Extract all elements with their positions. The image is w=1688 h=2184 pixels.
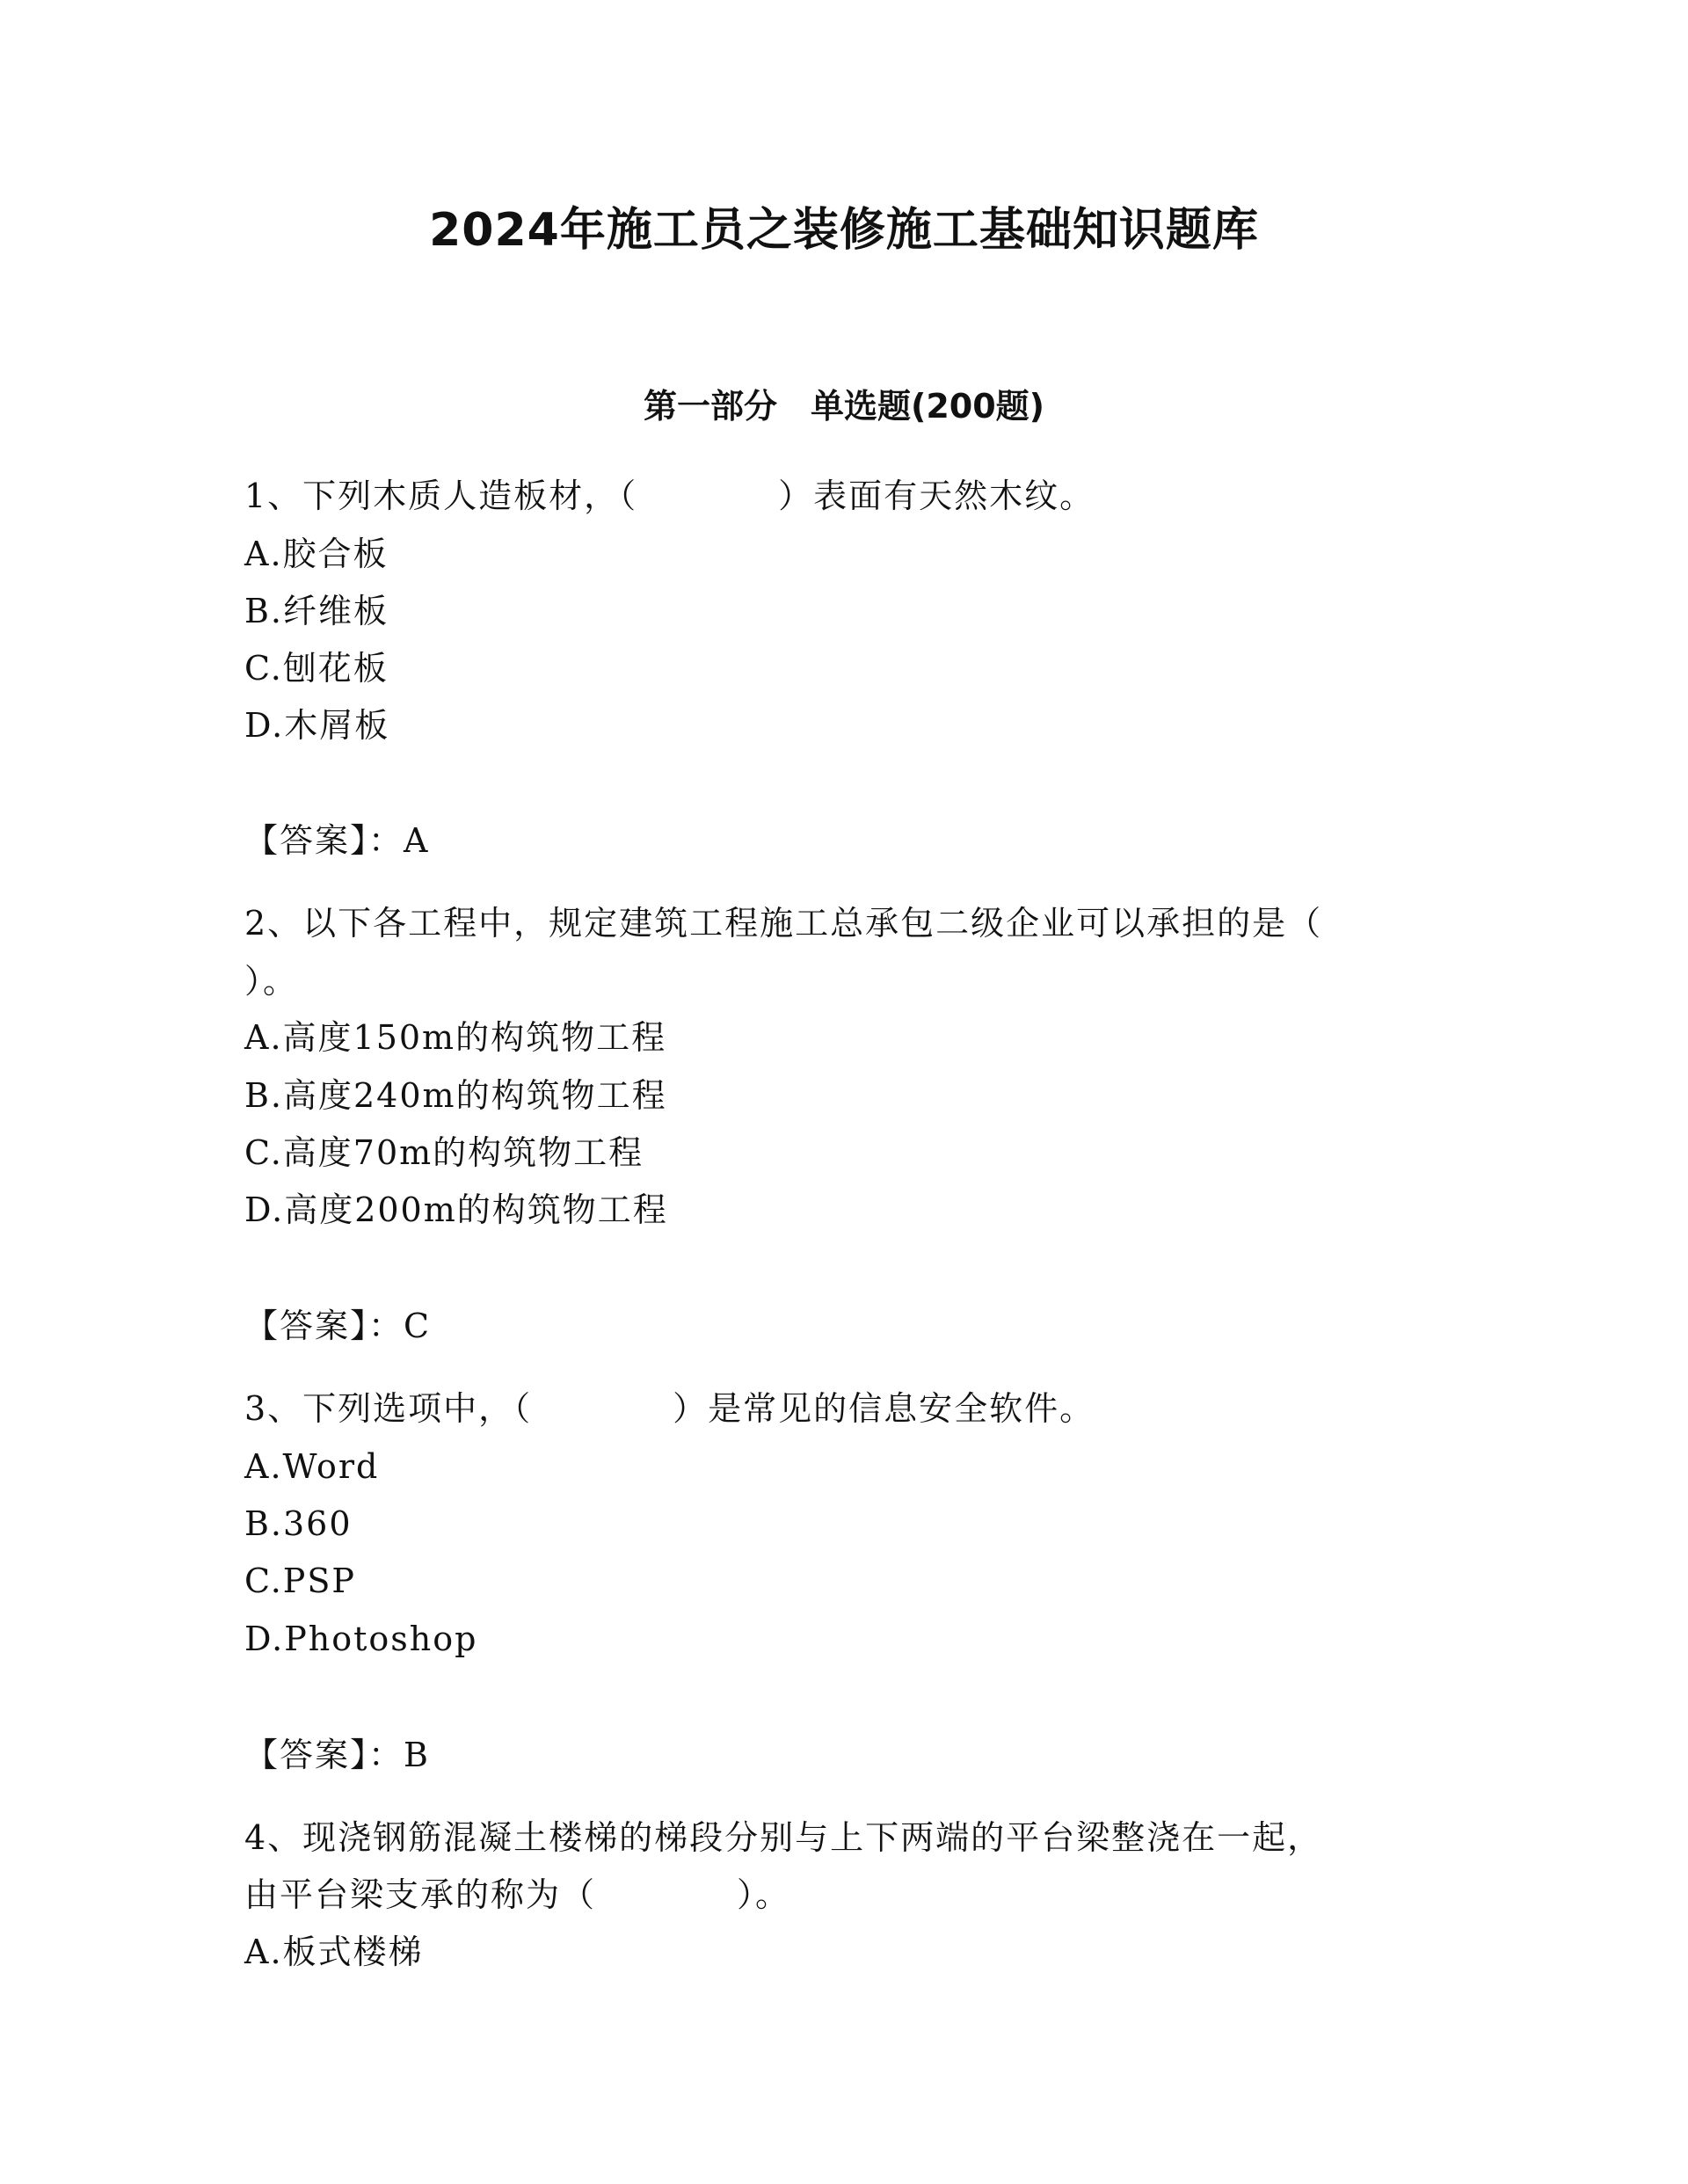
question-stem-continued: ）。 bbox=[244, 962, 299, 1001]
option-a: A.高度150m的构筑物工程 bbox=[244, 1018, 667, 1057]
option-c: C.高度70m的构筑物工程 bbox=[244, 1133, 644, 1172]
option-a: A.Word bbox=[244, 1447, 380, 1486]
option-b: B.高度240m的构筑物工程 bbox=[244, 1076, 667, 1115]
option-d: D.木屑板 bbox=[244, 706, 390, 745]
option-b: B.360 bbox=[244, 1504, 353, 1543]
answer-label: 【答案】：A bbox=[244, 821, 430, 860]
option-c: C.PSP bbox=[244, 1562, 356, 1600]
option-c: C.刨花板 bbox=[244, 649, 389, 688]
option-a: A.板式楼梯 bbox=[244, 1933, 424, 1971]
answer-label: 【答案】：B bbox=[244, 1736, 430, 1774]
option-d: D.Photoshop bbox=[244, 1620, 478, 1658]
option-a: A.胶合板 bbox=[244, 535, 389, 573]
page-title: 2024年施工员之装修施工基础知识题库 bbox=[429, 204, 1259, 257]
question-stem: 1、下列木质人造板材，（ ）表面有天然木纹。 bbox=[244, 477, 1095, 515]
question-stem: 2、以下各工程中，规定建筑工程施工总承包二级企业可以承担的是（ bbox=[244, 904, 1323, 943]
question-stem: 3、下列选项中，（ ）是常见的信息安全软件。 bbox=[244, 1389, 1095, 1428]
question-stem-continued: 由平台梁支承的称为（ ）。 bbox=[244, 1875, 791, 1914]
option-b: B.纤维板 bbox=[244, 592, 389, 630]
section-title: 第一部分 单选题(200题) bbox=[643, 387, 1045, 426]
option-d: D.高度200m的构筑物工程 bbox=[244, 1190, 668, 1229]
answer-label: 【答案】：C bbox=[244, 1307, 432, 1345]
question-stem: 4、现浇钢筋混凝土楼梯的梯段分别与上下两端的平台梁整浇在一起， bbox=[244, 1818, 1323, 1857]
